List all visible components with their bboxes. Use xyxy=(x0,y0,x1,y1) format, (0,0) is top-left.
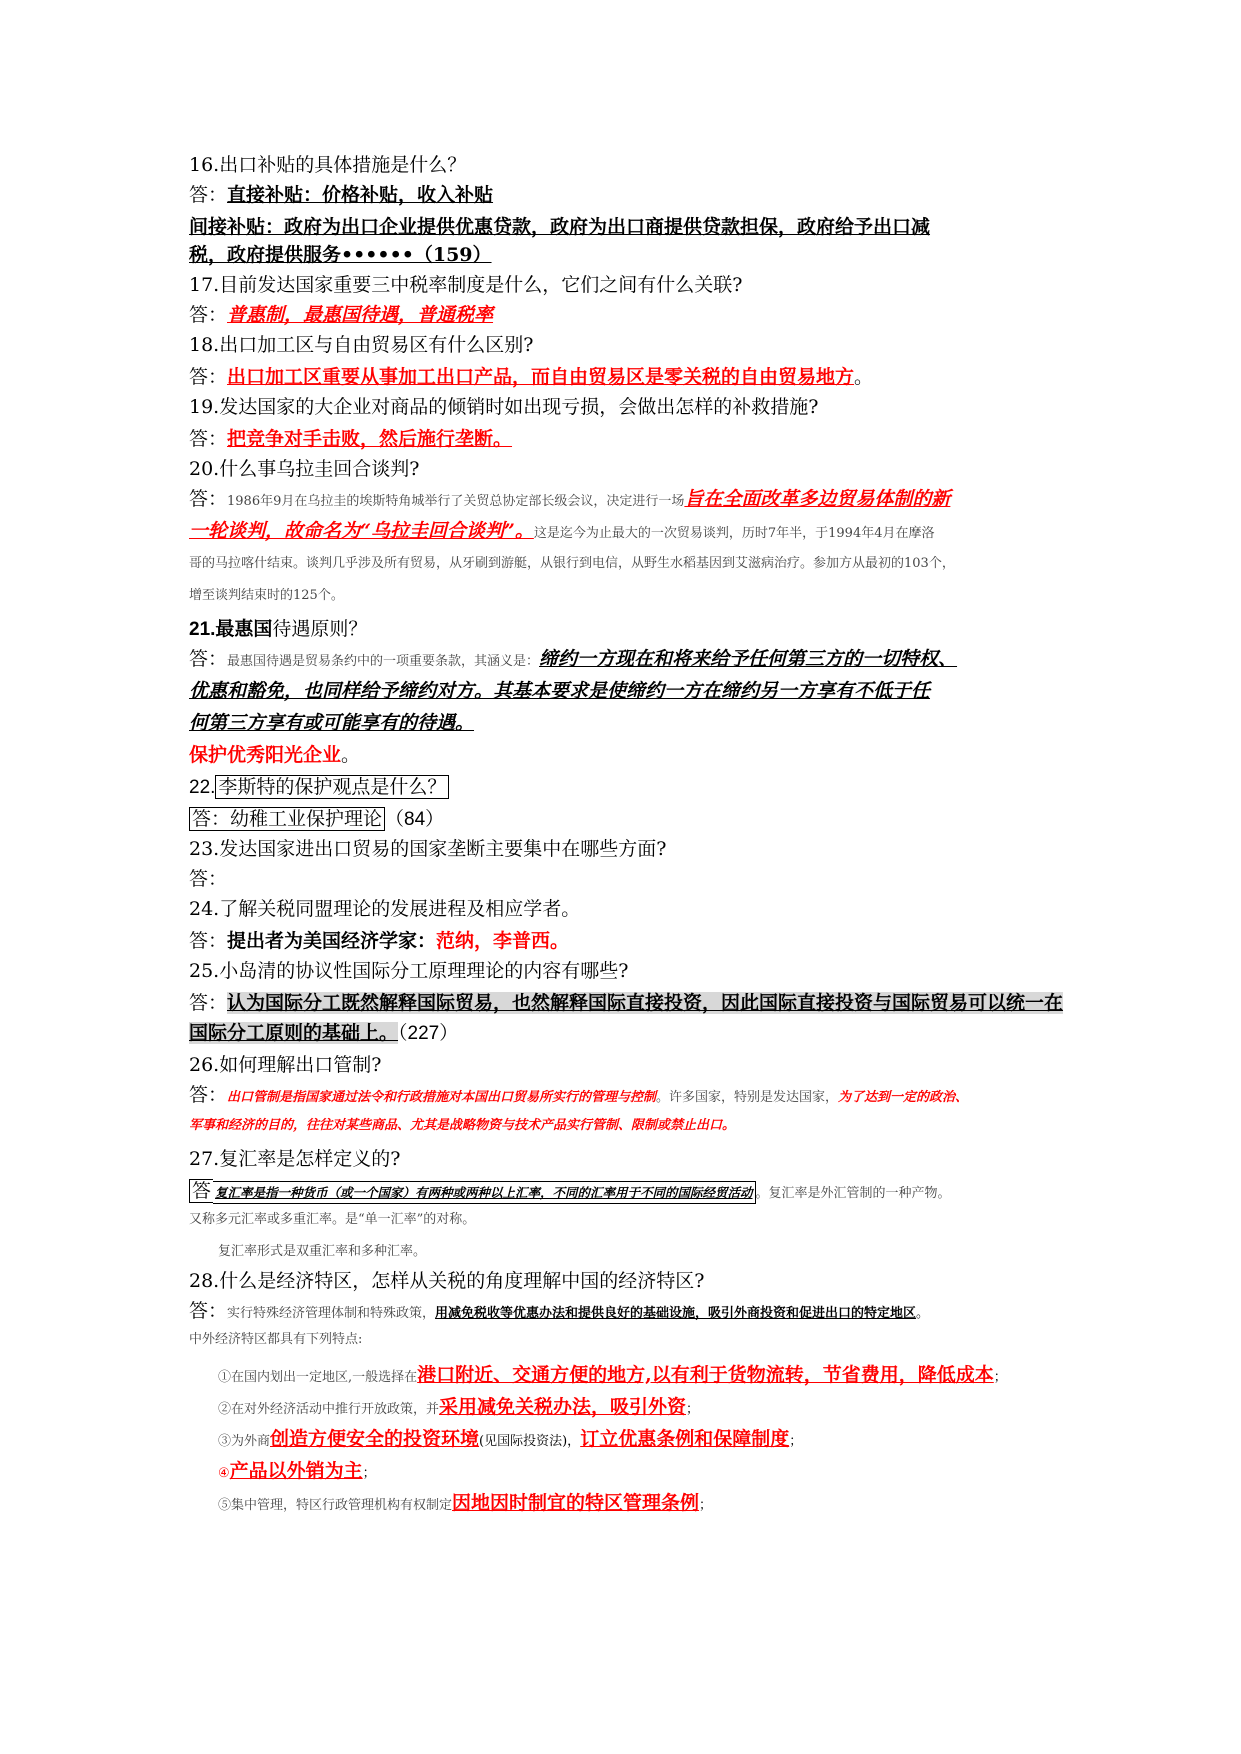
answer-20-line1 xyxy=(189,484,950,511)
list-item-red: 产品以外销为主 xyxy=(229,1460,363,1482)
list-item-red: 采用减免关税办法，吸引外资 xyxy=(439,1396,687,1418)
list-item-post: ； xyxy=(362,1466,376,1481)
answer-label: 答： xyxy=(189,428,228,450)
list-item-post: ； xyxy=(699,1498,713,1513)
answer-21-line4 xyxy=(189,740,360,767)
answer-20-p1: 1986年9月在乌拉圭的埃斯特角城举行了关贸总协定部长级会议，决定进行一场 xyxy=(227,494,685,509)
answer-28-tail: 。 xyxy=(916,1306,930,1321)
answer-label: 答： xyxy=(189,1300,228,1322)
answer-28-u1: 用减免税收等优惠办法和提供良好的基础设施，吸引外商投资和促进出口的特定地区 xyxy=(435,1306,917,1321)
question-22-num: 22. xyxy=(189,777,216,798)
question-16: 16.出口补贴的具体措施是什么？ xyxy=(189,154,467,176)
answer-20-line2 xyxy=(189,516,935,543)
answer-21-line3: 何第三方享有或可能享有的待遇。 xyxy=(189,712,475,734)
answer-27-line2: 又称多元汇率或多重汇率。是“单一汇率”的对称。 xyxy=(189,1212,476,1227)
answer-26-line1 xyxy=(189,1080,968,1107)
question-22 xyxy=(189,772,449,799)
answer-18-tail: 。 xyxy=(854,366,874,388)
answer-28-line1 xyxy=(189,1296,929,1323)
answer-label: 答： xyxy=(189,488,228,510)
answer-17 xyxy=(189,300,493,327)
answer-28-line2: 中外经济特区都具有下列特点: xyxy=(189,1332,363,1347)
answer-19 xyxy=(189,424,512,451)
answer-16-line3: 税，政府提供服务••••••（159） xyxy=(189,244,492,266)
list-item-post: ； xyxy=(686,1402,700,1417)
answer-17-text: 普惠制，最惠国待遇，普通税率 xyxy=(227,304,494,326)
list-item-red-2: 订立优惠条例和保障制度 xyxy=(580,1428,790,1450)
answer-19-text: 把竞争对手击败，然后施行垄断。 xyxy=(227,428,513,450)
answer-26-line2: 军事和经济的目的，往往对某些商品、尤其是战略物资与技术产品实行管制、限制或禁止出口。 xyxy=(189,1118,736,1133)
answer-label: 答： xyxy=(189,366,228,388)
list-item xyxy=(218,1424,802,1451)
answer-20-r2: 一轮谈判，故命名为“乌拉圭回合谈判”。 xyxy=(189,520,534,542)
list-item-red: 创造方便安全的投资环境 xyxy=(270,1428,480,1450)
answer-26-r2: 为了达到一定的政治、 xyxy=(838,1090,969,1105)
question-18: 18.出口加工区与自由贸易区有什么区别? xyxy=(189,334,534,356)
answer-22-page: （84） xyxy=(385,809,445,830)
answer-24 xyxy=(189,926,569,953)
list-item-mid: (见国际投资法)， xyxy=(479,1434,581,1449)
answer-21-tail: 。 xyxy=(341,744,361,766)
question-21-bold: 21.最惠国 xyxy=(189,619,273,640)
list-item-post: ； xyxy=(993,1370,1007,1385)
answer-28-p1: 实行特殊经济管理体制和特殊政策， xyxy=(227,1306,436,1321)
list-item-post: ； xyxy=(789,1434,803,1449)
answer-27-line1 xyxy=(189,1176,951,1203)
question-17: 17.目前发达国家重要三中税率制度是什么，它们之间有什么关联? xyxy=(189,274,743,296)
question-20: 20.什么事乌拉圭回合谈判? xyxy=(189,458,420,480)
answer-label: 答 xyxy=(189,1179,213,1203)
answer-25-a1: 认为国际分工既然解释国际贸易，也然解释国际直接投资，因此国际直接投资与国际贸易可以统一在 xyxy=(227,992,1064,1014)
answer-22 xyxy=(189,804,444,831)
answer-27-line3: 复汇率形式是双重汇率和多种汇率。 xyxy=(218,1244,427,1259)
answer-16-direct: 直接补贴：价格补贴，收入补贴 xyxy=(227,184,494,206)
answer-25-page: （227） xyxy=(398,1023,459,1044)
answer-21-b1: 缔约一方现在和将来给予任何第三方的一切特权、 xyxy=(539,648,958,670)
answer-20-line4: 增至谈判结束时的125个。 xyxy=(189,588,344,603)
answer-21-line1 xyxy=(189,644,957,671)
list-item xyxy=(218,1488,712,1515)
answer-25-a2: 国际分工原则的基础上。 xyxy=(189,1022,399,1044)
list-item-red: 因地因时制宜的特区管理条例 xyxy=(452,1492,700,1514)
answer-22-text: 答：幼稚工业保护理论 xyxy=(189,807,385,831)
answer-27-p1: 。复汇率是外汇管制的一种产物。 xyxy=(755,1186,951,1201)
answer-20-p2: 这是迄今为止最大的一次贸易谈判，历时7年半，于1994年4月在摩洛 xyxy=(533,526,935,541)
question-21 xyxy=(189,614,367,641)
answer-26-r1: 出口管制是指国家通过法令和行政措施对本国出口贸易所实行的管理与控制 xyxy=(227,1090,657,1105)
list-item xyxy=(218,1456,376,1483)
answer-16-line1 xyxy=(189,180,493,207)
question-24: 24.了解关税同盟理论的发展进程及相应学者。 xyxy=(189,898,581,920)
answer-24-a2: 范纳，李普西。 xyxy=(436,930,570,952)
list-item-pre: ②在对外经济活动中推行开放政策，并 xyxy=(218,1402,440,1417)
list-item xyxy=(218,1392,699,1419)
answer-label: 答： xyxy=(189,648,228,670)
answer-20-r1: 旨在全面改革多边贸易体制的新 xyxy=(684,488,951,510)
answer-16-line2: 间接补贴：政府为出口企业提供优惠贷款，政府为出口商提供贷款担保，政府给予出口减 xyxy=(189,216,931,238)
list-item-pre: ⑤集中管理，特区行政管理机构有权制定 xyxy=(218,1498,453,1513)
answer-18 xyxy=(189,362,873,389)
list-item-red: 港口附近、交通方便的地方,以有利于货物流转，节省费用，降低成本 xyxy=(417,1364,994,1386)
answer-label: 答： xyxy=(189,930,228,952)
question-23: 23.发达国家进出口贸易的国家垄断主要集中在哪些方面? xyxy=(189,838,667,860)
question-27: 27.复汇率是怎样定义的? xyxy=(189,1148,401,1170)
answer-23: 答： xyxy=(189,868,228,890)
answer-20-line3: 哥的马拉喀什结束。谈判几乎涉及所有贸易，从牙刷到游艇，从银行到电信，从野生水稻基因到艾滋病治疗。参加方从最初的103个， xyxy=(189,556,955,571)
question-28: 28.什么是经济特区，怎样从关税的角度理解中国的经济特区? xyxy=(189,1270,705,1292)
answer-21-p1: 最惠国待遇是贸易条约中的一项重要条款，其涵义是： xyxy=(227,654,540,669)
question-25: 25.小岛清的协议性国际分工原理理论的内容有哪些? xyxy=(189,960,629,982)
answer-label: 答： xyxy=(189,992,228,1014)
answer-18-text: 出口加工区重要从事加工出口产品，而自由贸易区是零关税的自由贸易地方 xyxy=(227,366,855,388)
answer-27-box: 复汇率是指一种货币（或一个国家）有两种或两种以上汇率，不同的汇率用于不同的国际经贸活动 xyxy=(213,1181,756,1204)
list-item-pre: ①在国内划出一定地区,一般选择在 xyxy=(218,1370,418,1385)
answer-label: 答： xyxy=(189,184,228,206)
answer-21-red: 保护优秀阳光企业 xyxy=(189,744,342,766)
question-22-text: 李斯特的保护观点是什么？ xyxy=(215,775,449,799)
list-item-pre: ③为外商 xyxy=(218,1434,271,1449)
answer-label: 答： xyxy=(189,1084,228,1106)
question-21-rest: 待遇原则？ xyxy=(272,618,368,640)
list-item xyxy=(218,1360,1007,1387)
answer-25-line1 xyxy=(189,988,1063,1015)
question-26: 26.如何理解出口管制? xyxy=(189,1054,382,1076)
answer-label: 答： xyxy=(189,304,228,326)
question-19: 19.发达国家的大企业对商品的倾销时如出现亏损，会做出怎样的补救措施? xyxy=(189,396,819,418)
answer-24-a1: 提出者为美国经济学家： xyxy=(227,930,437,952)
list-item-pre: ④ xyxy=(218,1466,230,1481)
answer-26-p1: 。许多国家，特别是发达国家， xyxy=(656,1090,839,1105)
answer-21-line2: 优惠和豁免，也同样给予缔约对方。其基本要求是使缔约一方在缔约另一方享有不低于任 xyxy=(189,680,931,702)
answer-25-line2 xyxy=(189,1018,458,1045)
